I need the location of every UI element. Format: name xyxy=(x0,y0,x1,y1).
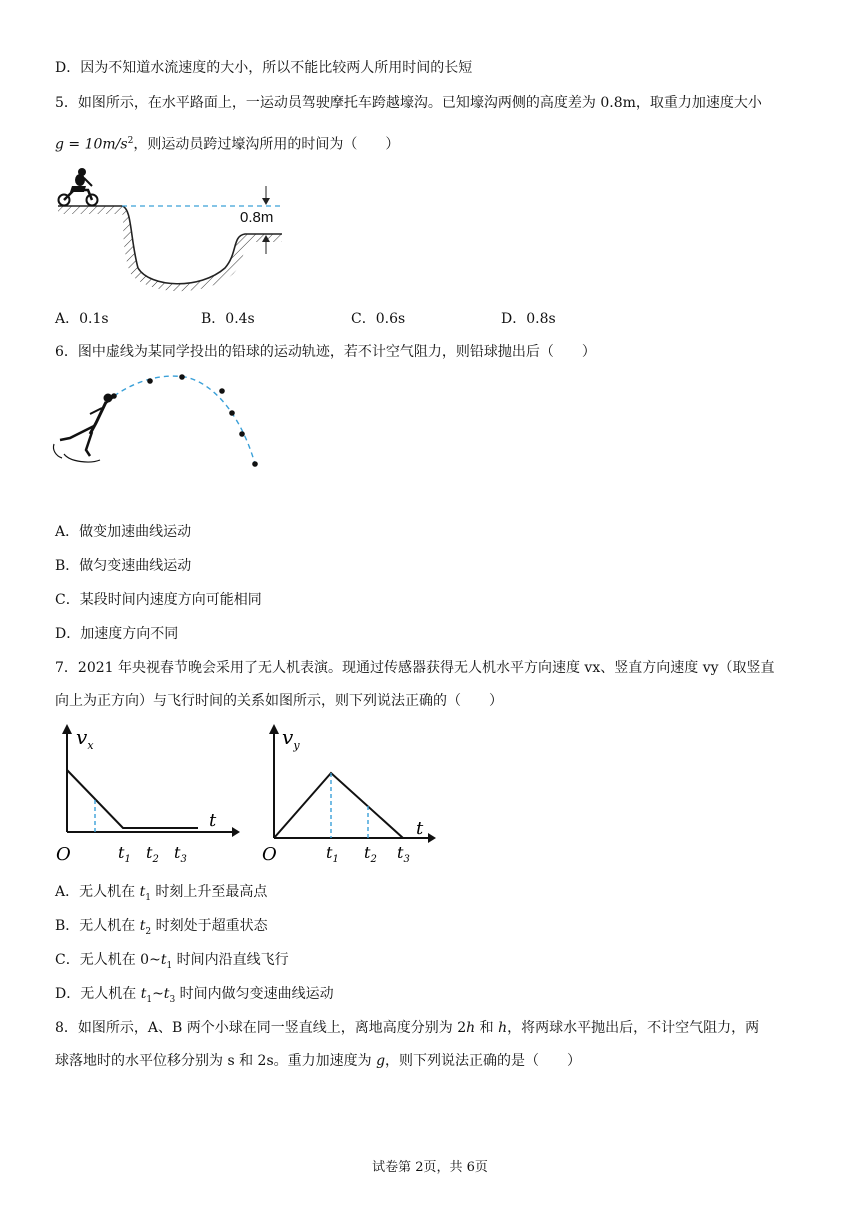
q5-stem-line2 xyxy=(55,131,399,155)
vy-origin: O xyxy=(262,844,277,865)
q5-option-c: C．0.6s xyxy=(351,311,406,327)
shot-dot xyxy=(219,388,225,394)
shot-dot xyxy=(179,374,185,380)
shot-dot xyxy=(229,410,235,416)
shot-dot xyxy=(147,378,153,384)
q4-option-d: D．因为不知道水流速度的大小，所以不能比较两人所用时间的长短 xyxy=(55,60,473,76)
page-footer: 试卷第 2页，共 6页 xyxy=(372,1160,488,1175)
shot-dot xyxy=(111,393,117,399)
athlete-icon xyxy=(53,394,116,462)
q8-stem-line2: 球落地时的水平位移分别为 s 和 2s。重力加速度为 g，则下列说法正确的是（ ） xyxy=(55,1053,582,1069)
q7-vx-graph xyxy=(50,722,240,872)
vy-tick-t2: $t_2$ xyxy=(364,843,377,865)
vy-xlabel: t xyxy=(416,818,424,839)
q8-stem-line1: 8．如图所示，A、B 两个小球在同一竖直线上，离地高度分别为 2h 和 h，将两球水平抛出后，不计空气阻力，两 xyxy=(55,1020,760,1036)
q5-g-expression: g = 10m/s xyxy=(55,136,128,153)
q6-option-d: D．加速度方向不同 xyxy=(55,626,179,642)
q6-shotput-figure xyxy=(50,368,270,468)
q7-stem-line2: 向上为正方向）与飞行时间的关系如图所示，则下列说法正确的（ ） xyxy=(55,693,503,709)
q5-option-b: B．0.4s xyxy=(201,311,255,327)
q7-option-c: C．无人机在 $0\sim t_1$ 时间内沿直线飞行 xyxy=(55,952,289,971)
vx-line xyxy=(67,770,198,828)
q7-option-a: A．无人机在 $t_1$ 时刻上升至最高点 xyxy=(55,884,268,903)
q7-vy-graph xyxy=(258,722,448,872)
q7-option-d: D．无人机在 $t_1\sim t_3$ 时间内做匀变速曲线运动 xyxy=(55,986,334,1005)
vx-tick-t2: $t_2$ xyxy=(146,843,159,865)
shot-dot xyxy=(252,461,258,467)
shot-dot xyxy=(239,431,245,437)
q5-g-exponent: 2 xyxy=(127,136,134,146)
q6-option-b: B．做匀变速曲线运动 xyxy=(55,558,192,574)
vy-tick-t1: $t_1$ xyxy=(326,843,339,865)
vx-origin: O xyxy=(56,844,71,865)
vy-line xyxy=(274,773,403,838)
vx-tick-t1: $t_1$ xyxy=(118,843,131,865)
q5-ditch-figure xyxy=(50,168,290,293)
vy-ylabel: $v_y$ xyxy=(282,725,300,752)
q7-stem-line1: 7．2021 年央视春节晚会采用了无人机表演。现通过传感器获得无人机水平方向速度 vx、竖直方向速度 vy（取竖直 xyxy=(55,660,775,676)
vx-xlabel: t xyxy=(209,810,217,831)
vx-tick-t3: $t_3$ xyxy=(174,843,187,865)
q5-stem-line1: 5．如图所示，在水平路面上，一运动员驾驶摩托车跨越壕沟。已知壕沟两侧的高度差为 0.8m，取重力加速度大小 xyxy=(55,95,762,111)
q6-option-c: C．某段时间内速度方向可能相同 xyxy=(55,592,262,608)
left-ground-hatch xyxy=(58,206,122,214)
q5-height-label: 0.8m xyxy=(240,209,274,226)
vy-tick-t3: $t_3$ xyxy=(397,843,410,865)
q5-options xyxy=(55,309,755,329)
vx-ylabel: $v_x$ xyxy=(76,725,94,752)
q5-option-d: D．0.8s xyxy=(501,311,556,327)
trajectory-curve xyxy=(114,376,255,464)
q5-option-a: A．0.1s xyxy=(55,311,109,327)
q5-stem-line2-rest: ，则运动员跨过壕沟所用的时间为（ ） xyxy=(133,136,400,153)
q7-option-b: B．无人机在 $t_2$ 时刻处于超重状态 xyxy=(55,918,268,937)
motorcycle-icon xyxy=(59,168,98,206)
q6-option-a: A．做变加速曲线运动 xyxy=(55,524,192,540)
q6-stem: 6．图中虚线为某同学投出的铅球的运动轨迹，若不计空气阻力，则铅球抛出后（ ） xyxy=(55,344,596,360)
